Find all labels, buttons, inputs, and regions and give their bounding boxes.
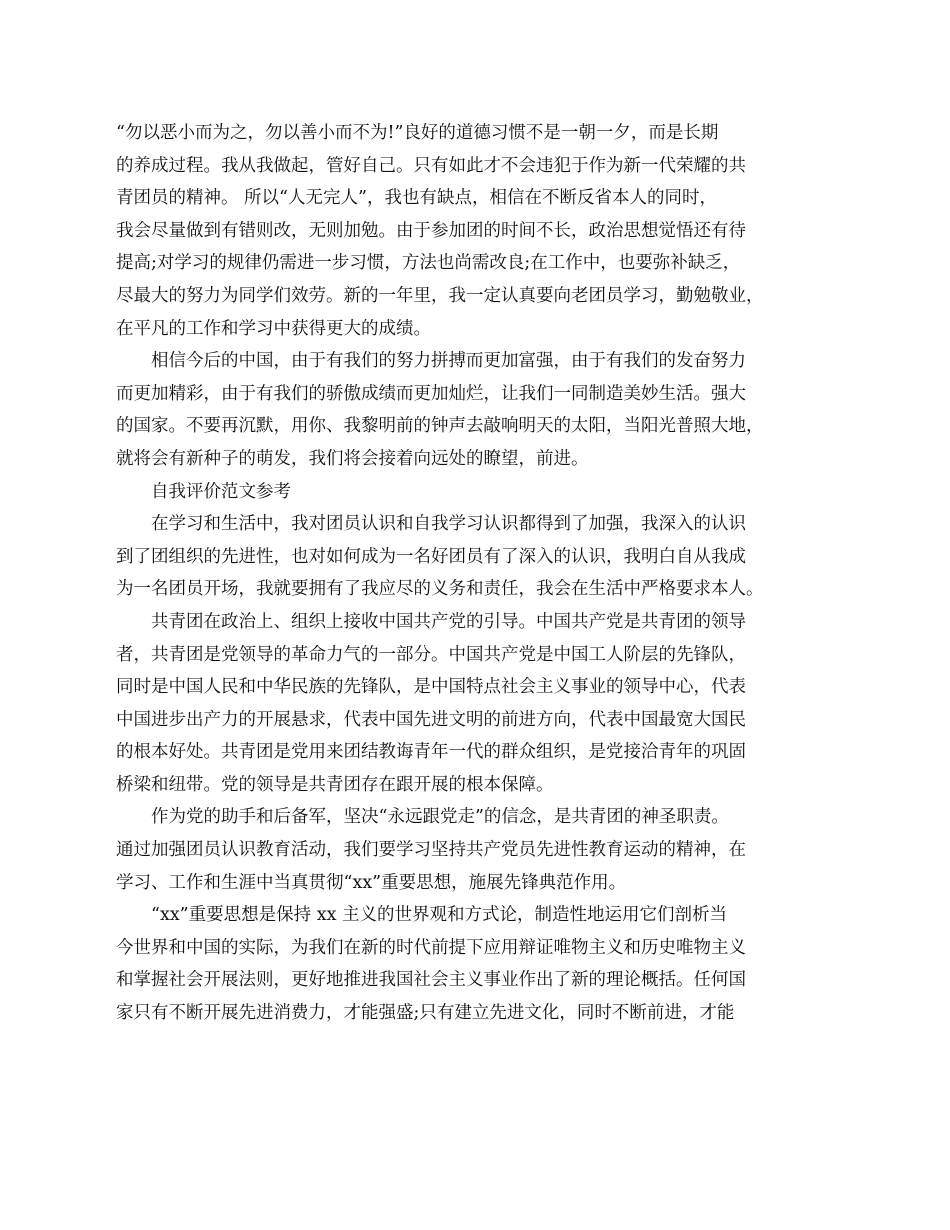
text-line: 学习、工作和生涯中当真贯彻“xx”重要思想，施展先锋典范作用。 bbox=[116, 872, 627, 893]
text-line: 在平凡的工作和学习中获得更大的成绩。 bbox=[116, 318, 431, 339]
text-line: 通过加强团员认识教育活动，我们要学习坚持共产党员先进性教育运动的精神，在 bbox=[116, 840, 746, 861]
text-line: 尽最大的努力为同学们效劳。新的一年里，我一定认真要向老团员学习，勤勉敬业， bbox=[116, 285, 764, 306]
text-line: 而更加精彩，由于有我们的骄傲成绩而更加灿烂，让我们一同制造美妙生活。强大 bbox=[116, 383, 746, 404]
text-line: 青团员的精神。 所以“人无完人”，我也有缺点，相信在不断反省本人的同时， bbox=[116, 188, 717, 209]
text-line: 中国进步出产力的开展悬求，代表中国先进文明的前进方向，代表中国最宽大国民 bbox=[116, 709, 746, 730]
text-line: 到了团组织的先进性，也对如何成为一名好团员有了深入的认识，我明白自从我成 bbox=[116, 546, 746, 567]
section-heading: 自我评价范文参考 bbox=[151, 481, 291, 502]
text-line: 桥梁和纽带。党的领导是共青团存在跟开展的根本保障。 bbox=[116, 774, 554, 795]
text-line: 就将会有新种子的萌发，我们将会接着向远处的瞭望，前进。 bbox=[116, 448, 589, 469]
text-line: 为一名团员开场，我就要拥有了我应尽的义务和责任，我会在生活中严格要求本人。 bbox=[116, 579, 764, 600]
text-line: 和掌握社会开展法则，更好地推进我国社会主义事业作出了新的理论概括。任何国 bbox=[116, 970, 746, 991]
paragraph-start-line: 作为党的助手和后备军，坚决“永远跟党走”的信念，是共青团的神圣职责。 bbox=[151, 807, 729, 828]
paragraph-start-line: 在学习和生活中，我对团员认识和自我学习认识都得到了加强，我深入的认识 bbox=[151, 514, 746, 535]
paragraph-start-line: 共青团在政治上、组织上接收中国共产党的引导。中国共产党是共青团的领导 bbox=[151, 611, 746, 632]
document-body bbox=[116, 117, 836, 1030]
text-line: 家只有不断开展先进消费力，才能强盛;只有建立先进文化，同时不断前进，才能 bbox=[116, 1003, 735, 1024]
text-line: 者，共青团是党领导的革命力气的一部分。中国共产党是中国工人阶层的先锋队， bbox=[116, 644, 746, 665]
text-line: 今世界和中国的实际，为我们在新的时代前提下应用辩证唯物主义和历史唯物主义 bbox=[116, 937, 746, 958]
text-line: 的根本好处。共青团是党用来团结教诲青年一代的群众组织，是党接洽青年的巩固 bbox=[116, 742, 746, 763]
text-line: 同时是中国人民和中华民族的先锋队，是中国特点社会主义事业的领导中心，代表 bbox=[116, 677, 746, 698]
text-line: 我会尽量做到有错则改，无则加勉。由于参加团的时间不长，政治思想觉悟还有待 bbox=[116, 220, 746, 241]
paragraph-start-line: 相信今后的中国，由于有我们的努力拼搏而更加富强，由于有我们的发奋努力 bbox=[151, 351, 746, 372]
paragraph-start-line: “xx”重要思想是保持 xx 主义的世界观和方式论，制造性地运用它们剖析当 bbox=[151, 905, 727, 926]
text-line: 提高;对学习的规律仍需进一步习惯，方法也尚需改良;在工作中，也要弥补缺乏， bbox=[116, 253, 741, 274]
text-line: 的国家。不要再沉默，用你、我黎明前的钟声去敲响明天的太阳，当阳光普照大地， bbox=[116, 416, 764, 437]
text-line: “勿以恶小而为之，勿以善小而不为!”良好的道德习惯不是一朝一夕，而是长期 bbox=[116, 123, 719, 143]
text-line: 的养成过程。我从我做起，管好自己。只有如此才不会违犯于作为新一代荣耀的共 bbox=[116, 155, 746, 176]
